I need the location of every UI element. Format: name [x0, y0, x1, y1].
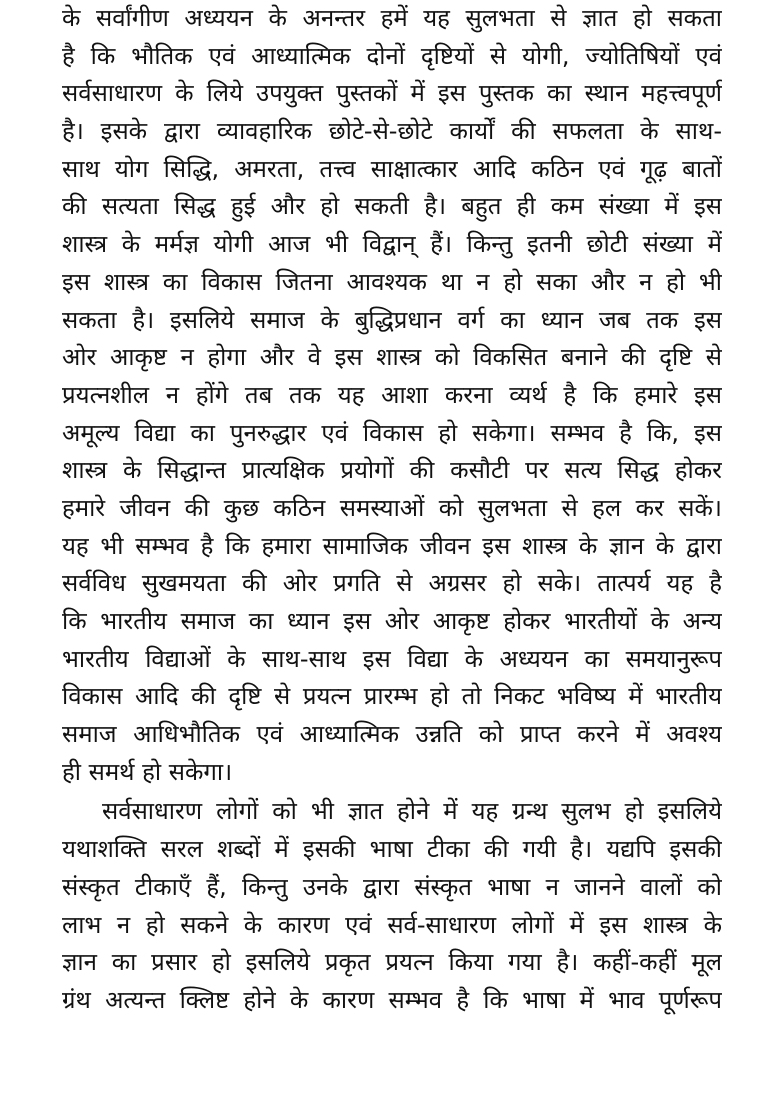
paragraph-1	[62, 0, 722, 791]
text-line: सर्वविध सुखमयता की ओर प्रगति से अग्रसर हो सके। तात्पर्य यह है	[62, 569, 722, 598]
text-line: लाभ न हो सकने के कारण एवं सर्व-साधारण लोगों में इस शास्त्र के	[62, 910, 722, 939]
text-line: भारतीय विद्याओं के साथ-साथ इस विद्या के अध्ययन का समयानुरूप	[62, 644, 722, 673]
text-line: अमूल्य विद्या का पुनरुद्धार एवं विकास हो सकेगा। सम्भव है कि, इस	[62, 418, 722, 447]
text-line: शास्त्र के सिद्धान्त प्रात्यक्षिक प्रयोगों की कसौटी पर सत्य सिद्ध होकर	[62, 456, 722, 485]
text-line: सर्वसाधारण लोगों को भी ज्ञात होने में यह ग्रन्थ सुलभ हो इसलिये	[102, 797, 722, 826]
text-line: ज्ञान का प्रसार हो इसलिये प्रकृत प्रयत्न किया गया है। कहीं-कहीं मूल	[62, 948, 722, 977]
text-line: इस शास्त्र का विकास जितना आवश्यक था न हो सका और न हो भी	[62, 267, 722, 296]
text-line: है। इसके द्वारा व्यावहारिक छोटे-से-छोटे कार्यों की सफलता के साथ-	[62, 117, 722, 146]
text-line: है कि भौतिक एवं आध्यात्मिक दोनों दृष्टियों से योगी, ज्योतिषियों एवं	[62, 41, 722, 70]
text-line: की सत्यता सिद्ध हुई और हो सकती है। बहुत ही कम संख्या में इस	[62, 192, 722, 221]
text-line: यथाशक्ति सरल शब्दों में इसकी भाषा टीका की गयी है। यद्यपि इसकी	[62, 835, 722, 864]
body-text	[62, 0, 722, 1020]
text-line: साथ योग सिद्धि, अमरता, तत्त्व साक्षात्कार आदि कठिन एवं गूढ़ बातों	[62, 154, 722, 183]
text-line: के सर्वांगीण अध्ययन के अनन्तर हमें यह सुलभता से ज्ञात हो सकता	[62, 4, 722, 32]
text-line: यह भी सम्भव है कि हमारा सामाजिक जीवन इस शास्त्र के ज्ञान के द्वारा	[62, 531, 722, 560]
text-line: सकता है। इसलिये समाज के बुद्धिप्रधान वर्ग का ध्यान जब तक इस	[62, 305, 722, 334]
text-line: हमारे जीवन की कुछ कठिन समस्याओं को सुलभता से हल कर सकें।	[62, 493, 722, 522]
text-line: विकास आदि की दृष्टि से प्रयत्न प्रारम्भ हो तो निकट भविष्य में भारतीय	[62, 682, 722, 711]
text-line: शास्त्र के मर्मज्ञ योगी आज भी विद्वान् हैं। किन्तु इतनी छोटी संख्या में	[62, 230, 722, 259]
text-line: ग्रंथ अत्यन्त क्लिष्ट होने के कारण सम्भव है कि भाषा में भाव पूर्णरूप	[62, 985, 722, 1014]
text-line: समाज आधिभौतिक एवं आध्यात्मिक उन्नति को प्राप्त करने में अवश्य	[62, 720, 722, 749]
text-line: प्रयत्नशील न होंगे तब तक यह आशा करना व्यर्थ है कि हमारे इस	[62, 380, 722, 409]
text-line: सर्वसाधारण के लिये उपयुक्त पुस्तकों में इस पुस्तक का स्थान महत्त्वपूर्ण	[62, 79, 722, 108]
text-line: ही समर्थ हो सकेगा।	[62, 757, 233, 786]
paragraph-2	[62, 793, 722, 1019]
text-line: ओर आकृष्ट न होगा और वे इस शास्त्र को विकसित बनाने की दृष्टि से	[62, 343, 722, 372]
text-line: संस्कृत टीकाएँ हैं, किन्तु उनके द्वारा संस्कृत भाषा न जानने वालों को	[62, 872, 722, 901]
text-line: कि भारतीय समाज का ध्यान इस ओर आकृष्ट होकर भारतीयों के अन्य	[62, 607, 722, 635]
